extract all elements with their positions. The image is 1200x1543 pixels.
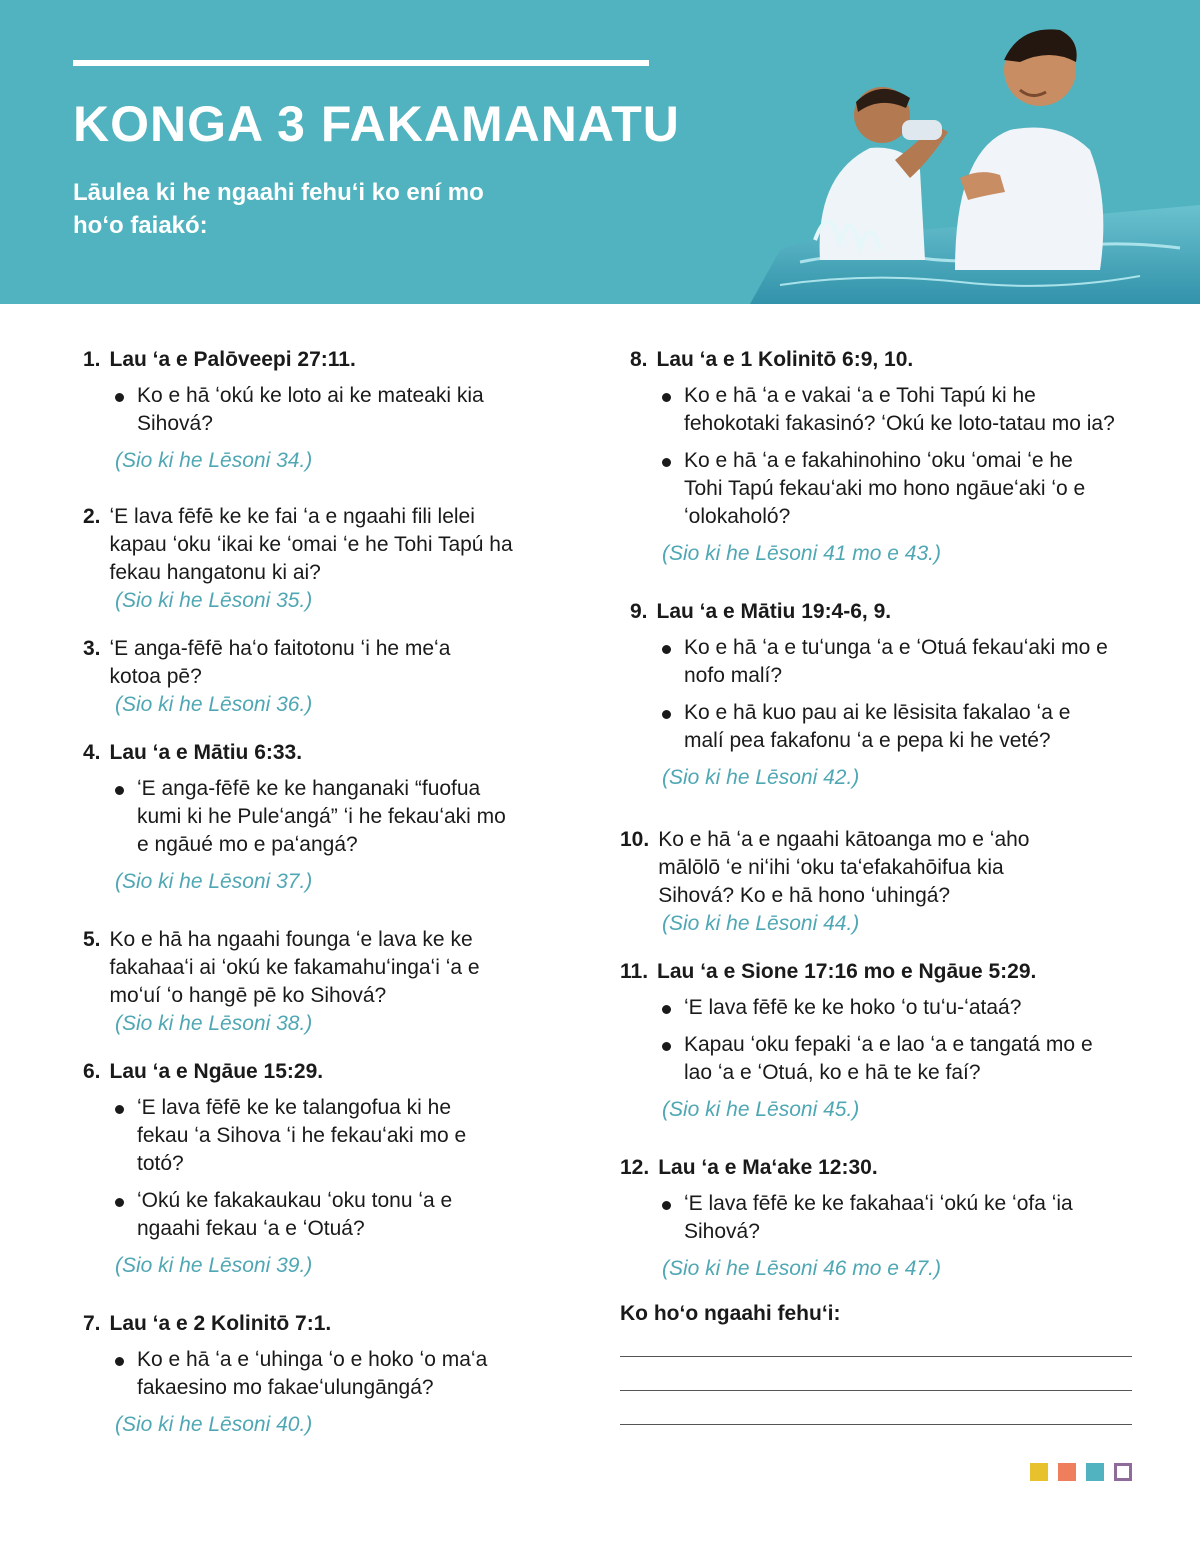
decor-square-teal	[1086, 1463, 1104, 1481]
question-number: 7.	[83, 1312, 101, 1335]
question-heading: Lau ʻa e Mātiu 6:33.	[109, 741, 303, 764]
question-7	[83, 1310, 533, 1439]
question-heading: Lau ʻa e Mātiu 19:4-6, 9.	[656, 600, 892, 623]
question-number: 8.	[630, 348, 648, 371]
answer-line-3[interactable]	[620, 1424, 1132, 1425]
lesson-reference: (Sio ki he Lēsoni 36.)	[115, 693, 313, 716]
question-6	[83, 1058, 533, 1280]
question-bullet: ʻE lava fēfē ke ke fakahaaʻi ʻokú ke ʻofa ʻia Sihová?	[662, 1190, 1104, 1246]
question-heading: ʻE lava fēfē ke ke fai ʻa e ngaahi fili lelei kapau ʻoku ʻikai ke ʻomai ʻe he Tohi Tapú ha fekau hangatonu ki ai?	[109, 505, 513, 584]
question-heading: Ko e hā ha ngaahi founga ʻe lava ke ke fakahaaʻi ai ʻokú ke fakamahuʻingaʻi ʻa e moʻuí ʻo hangē pē ko Sihová?	[109, 928, 480, 1007]
bullet-icon	[115, 1105, 124, 1114]
question-number: 11.	[620, 960, 649, 983]
question-number: 9.	[630, 600, 648, 623]
question-number: 1.	[83, 348, 101, 371]
question-heading: ʻE anga-fēfē haʻo faitotonu ʻi he meʻa kotoa pē?	[109, 637, 451, 688]
question-number: 3.	[83, 637, 101, 660]
left-column	[83, 346, 533, 1439]
question-bullet: Ko e hā ʻa e ʻuhinga ʻo e hoko ʻo maʻa fakaesino mo fakaeʻulungāngá?	[115, 1346, 507, 1402]
question-heading: Ko e hā ʻa e ngaahi kātoanga mo e ʻaho mālōlō ʻe niʻihi ʻoku taʻefakahōifua kia Sihová? Ko e hā hono ʻuhingá?	[658, 828, 1030, 907]
question-bullet: ʻE lava fēfē ke ke hoko ʻo tuʻu-ʻataá?	[662, 994, 1135, 1022]
lesson-reference: (Sio ki he Lēsoni 39.)	[115, 1254, 313, 1277]
right-column	[620, 346, 1135, 1283]
lesson-reference: (Sio ki he Lēsoni 34.)	[115, 449, 313, 472]
bullet-icon	[115, 393, 124, 402]
decor-square-outline	[1114, 1463, 1132, 1481]
lesson-reference: (Sio ki he Lēsoni 38.)	[115, 1012, 313, 1035]
decor-square-orange	[1058, 1463, 1076, 1481]
baptism-illustration	[720, 0, 1200, 304]
question-3	[83, 635, 533, 719]
question-number: 10.	[620, 828, 650, 851]
answer-line-2[interactable]	[620, 1390, 1132, 1391]
bullet-icon	[115, 786, 124, 795]
decor-square-yellow	[1030, 1463, 1048, 1481]
bullet-icon	[115, 1198, 124, 1207]
question-bullet: Ko e hā ʻokú ke loto ai ke mateaki kia Sihová?	[115, 382, 533, 438]
question-number: 12.	[620, 1156, 650, 1179]
question-number: 5.	[83, 928, 101, 951]
lesson-reference: (Sio ki he Lēsoni 45.)	[662, 1098, 860, 1121]
header-banner	[0, 0, 1200, 304]
bullet-icon	[662, 1201, 671, 1210]
question-9	[620, 598, 1135, 792]
question-heading: Lau ʻa e Ngāue 15:29.	[109, 1060, 324, 1083]
question-number: 2.	[83, 505, 101, 528]
question-bullet: Ko e hā ʻa e vakai ʻa e Tohi Tapú ki he fehokotaki fakasinó? ʻOkú ke loto-tatau mo ia?	[662, 382, 1135, 438]
bullet-icon	[662, 1042, 671, 1051]
bullet-icon	[662, 1005, 671, 1014]
question-bullet: Ko e hā ʻa e fakahinohino ʻoku ʻomai ʻe he Tohi Tapú fekauʻaki mo hono ngāueʻaki ʻo e ʻolokaholó?	[662, 447, 1104, 531]
page-title: KONGA 3 FAKAMANATU	[73, 96, 680, 152]
page-subtitle: Lāulea ki he ngaahi fehuʻi ko ení mo hoʻo faiakó:	[73, 179, 484, 239]
question-10	[620, 826, 1135, 938]
lesson-reference: (Sio ki he Lēsoni 37.)	[115, 870, 313, 893]
bullet-icon	[662, 645, 671, 654]
lesson-reference: (Sio ki he Lēsoni 46 mo e 47.)	[662, 1257, 941, 1280]
question-4	[83, 739, 533, 896]
question-1	[83, 346, 533, 475]
question-bullet: Kapau ʻoku fepaki ʻa e lao ʻa e tangatá mo e lao ʻa e ʻOtuá, ko e hā te ke faí?	[662, 1031, 1094, 1087]
question-bullet: Ko e hā ʻa e tuʻunga ʻa e ʻOtuá fekauʻaki mo e nofo malí?	[662, 634, 1135, 690]
question-5	[83, 926, 533, 1038]
answer-line-1[interactable]	[620, 1356, 1132, 1357]
lesson-reference: (Sio ki he Lēsoni 42.)	[662, 766, 860, 789]
question-bullet: ʻE anga-fēfē ke ke hanganaki “fuofua kumi ki he Puleʻangá” ʻi he fekauʻaki mo e ngāué mo e paʻangá?	[115, 775, 507, 859]
question-heading: Lau ʻa e Palōveepi 27:11.	[109, 348, 356, 371]
question-bullet: Ko e hā kuo pau ai ke lēsisita fakalao ʻa e malí pea fakafonu ʻa e pepa ki he veté?	[662, 699, 1104, 755]
own-questions-label: Ko hoʻo ngaahi fehuʻi:	[620, 1302, 841, 1325]
question-bullet: ʻE lava fēfē ke ke talangofua ki he fekau ʻa Sihova ʻi he fekauʻaki mo e totó?	[115, 1094, 477, 1178]
question-8	[620, 346, 1135, 568]
question-bullet: ʻOkú ke fakakaukau ʻoku tonu ʻa e ngaahi fekau ʻa e ʻOtuá?	[115, 1187, 477, 1243]
lesson-reference: (Sio ki he Lēsoni 44.)	[662, 912, 860, 935]
question-heading: Lau ʻa e 1 Kolinitō 6:9, 10.	[656, 348, 914, 371]
question-2	[83, 503, 533, 615]
bullet-icon	[662, 458, 671, 467]
question-12	[620, 1154, 1135, 1283]
question-heading: Lau ʻa e Sione 17:16 mo e Ngāue 5:29.	[657, 960, 1037, 983]
question-number: 6.	[83, 1060, 101, 1083]
question-heading: Lau ʻa e Maʻake 12:30.	[658, 1156, 878, 1179]
lesson-reference: (Sio ki he Lēsoni 35.)	[115, 589, 313, 612]
question-number: 4.	[83, 741, 101, 764]
question-11	[620, 958, 1135, 1124]
question-heading: Lau ʻa e 2 Kolinitō 7:1.	[109, 1312, 332, 1335]
bullet-icon	[115, 1357, 124, 1366]
bullet-icon	[662, 710, 671, 719]
bullet-icon	[662, 393, 671, 402]
lesson-reference: (Sio ki he Lēsoni 40.)	[115, 1413, 313, 1436]
title-rule	[73, 60, 649, 66]
lesson-reference: (Sio ki he Lēsoni 41 mo e 43.)	[662, 542, 941, 565]
